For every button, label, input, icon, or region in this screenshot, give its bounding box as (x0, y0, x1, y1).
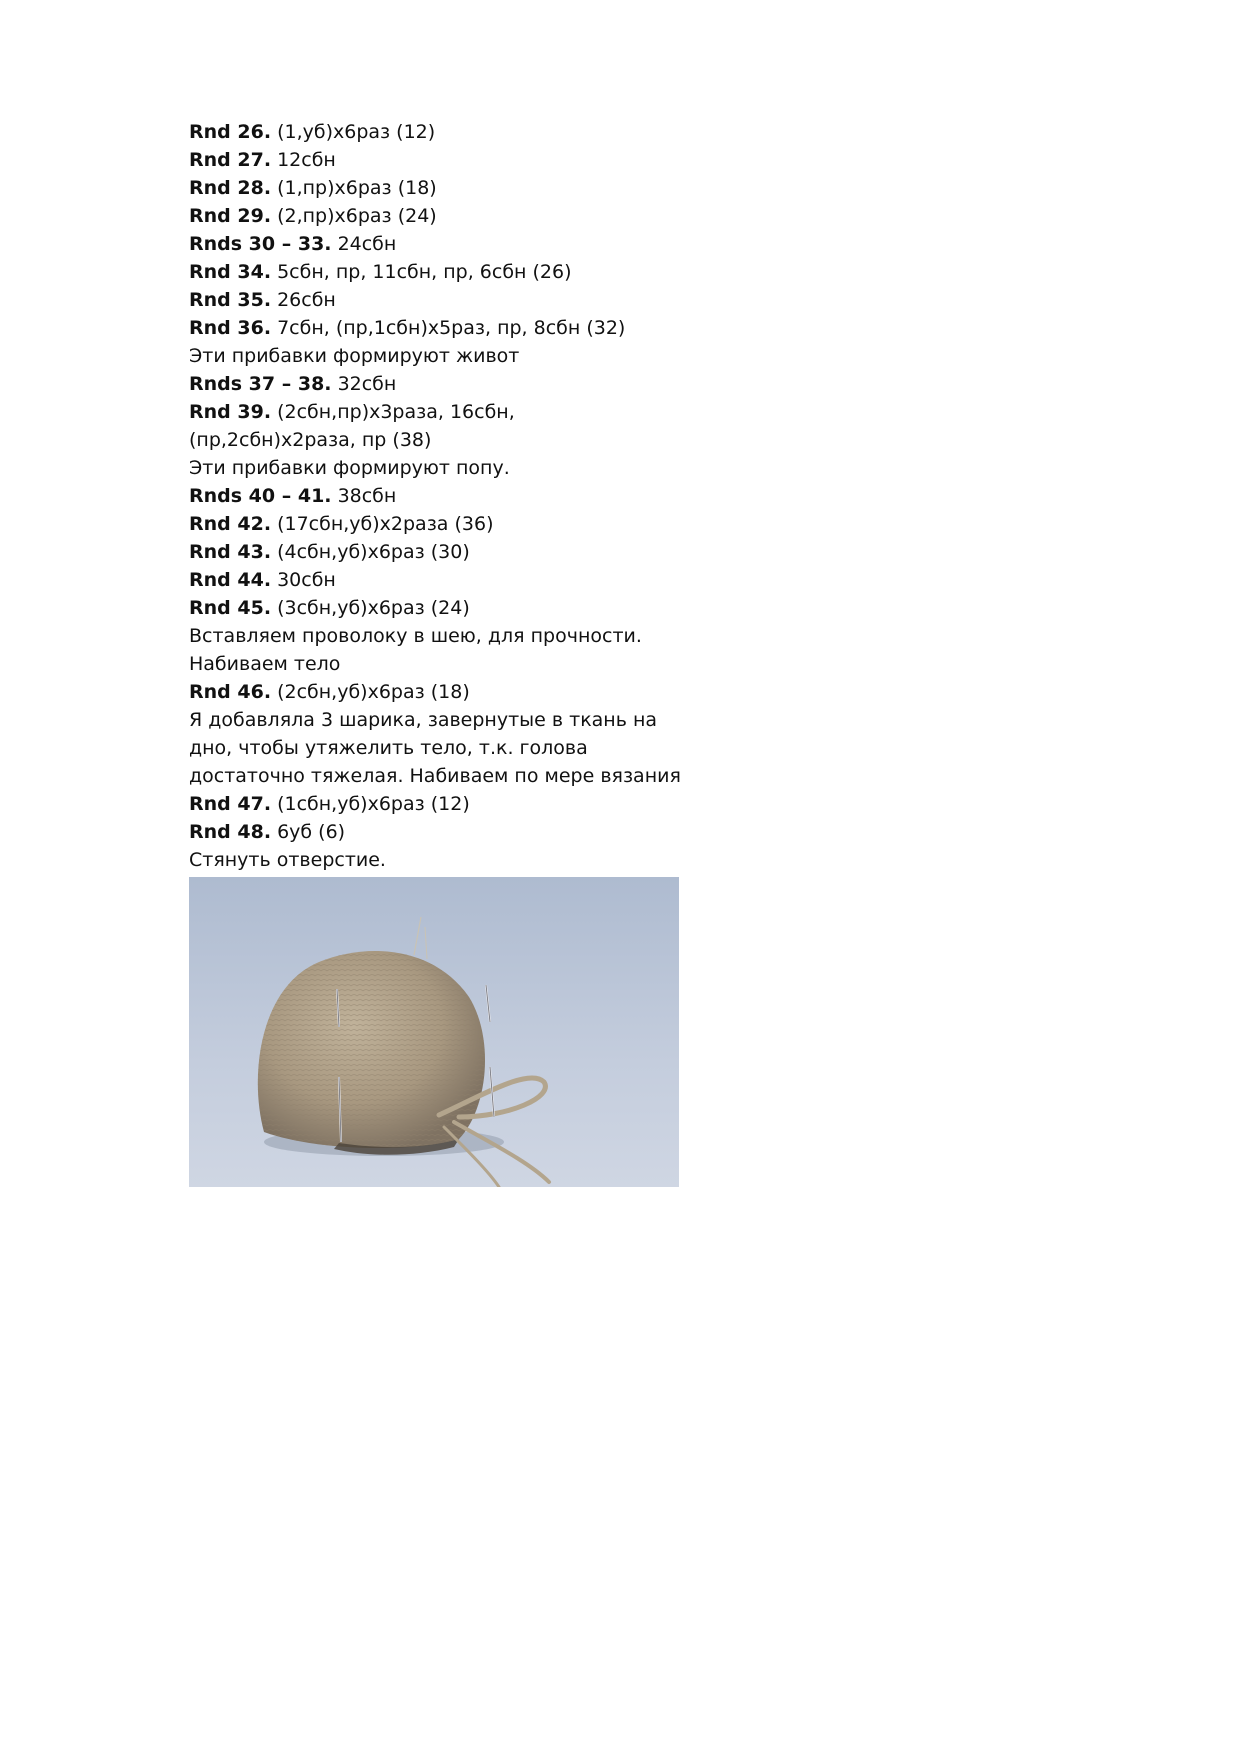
round-instructions: дно, чтобы утяжелить тело, т.к. голова (189, 737, 588, 759)
round-instructions: Вставляем проволоку в шею, для прочности. (189, 625, 642, 647)
round-instructions: 24сбн (337, 233, 397, 255)
pattern-row (189, 286, 709, 314)
round-instructions: 5сбн, пр, 11сбн, пр, 6сбн (26) (277, 261, 572, 283)
round-instructions: (1сбн,уб)х6раз (12) (277, 793, 470, 815)
round-instructions: (2сбн,пр)х3раза, 16сбн, (пр,2сбн)х2раза, пр (38) (189, 401, 515, 451)
round-instructions: 6уб (6) (277, 821, 346, 843)
round-label: Rnd 36. (189, 317, 272, 339)
pattern-row (189, 314, 709, 342)
round-instructions: Эти прибавки формируют попу. (189, 457, 510, 479)
pattern-row (189, 146, 709, 174)
round-instructions: 32сбн (337, 373, 397, 395)
round-label: Rnd 46. (189, 681, 272, 703)
pattern-row (189, 454, 709, 482)
pattern-row (189, 622, 709, 650)
round-label: Rnd 34. (189, 261, 272, 283)
round-label: Rnd 39. (189, 401, 272, 423)
pattern-row (189, 734, 709, 762)
round-instructions: (1,пр)х6раз (18) (277, 177, 437, 199)
pattern-row (189, 706, 709, 734)
crochet-photo-illustration (189, 877, 679, 1187)
round-instructions: (2сбн,уб)х6раз (18) (277, 681, 470, 703)
pattern-row (189, 678, 709, 706)
round-instructions: достаточно тяжелая. Набиваем по мере вязания (189, 765, 681, 787)
round-label: Rnd 35. (189, 289, 272, 311)
pattern-row (189, 566, 709, 594)
round-label: Rnds 30 – 33. (189, 233, 332, 255)
round-label: Rnds 37 – 38. (189, 373, 332, 395)
pattern-row (189, 202, 709, 230)
round-instructions: 26сбн (277, 289, 336, 311)
round-instructions: 30сбн (277, 569, 336, 591)
pattern-row (189, 846, 709, 874)
round-instructions: 38сбн (337, 485, 397, 507)
pattern-row (189, 258, 709, 286)
pattern-row (189, 510, 709, 538)
pattern-row (189, 342, 709, 370)
pattern-row (189, 118, 709, 146)
round-label: Rnds 40 – 41. (189, 485, 332, 507)
round-label: Rnd 48. (189, 821, 272, 843)
pattern-row (189, 482, 709, 510)
round-instructions: 12сбн (277, 149, 336, 171)
round-label: Rnd 43. (189, 541, 272, 563)
pattern-row (189, 790, 709, 818)
pattern-row (189, 650, 709, 678)
round-label: Rnd 42. (189, 513, 272, 535)
pattern-row (189, 370, 709, 398)
crochet-photo (189, 877, 679, 1187)
round-label: Rnd 47. (189, 793, 272, 815)
round-label: Rnd 29. (189, 205, 272, 227)
round-label: Rnd 26. (189, 121, 272, 143)
round-instructions: 7сбн, (пр,1сбн)х5раз, пр, 8сбн (32) (277, 317, 626, 339)
pattern-row (189, 174, 709, 202)
pattern-row (189, 818, 709, 846)
pattern-row (189, 230, 709, 258)
pattern-text (189, 118, 709, 874)
round-label: Rnd 44. (189, 569, 272, 591)
pattern-row (189, 594, 709, 622)
round-instructions: Стянуть отверстие. (189, 849, 386, 871)
round-instructions: (17сбн,уб)х2раза (36) (277, 513, 494, 535)
pattern-row (189, 538, 709, 566)
round-instructions: (1,уб)х6раз (12) (277, 121, 436, 143)
round-instructions: Набиваем тело (189, 653, 341, 675)
round-instructions: (3сбн,уб)х6раз (24) (277, 597, 470, 619)
round-label: Rnd 27. (189, 149, 272, 171)
round-instructions: (4сбн,уб)х6раз (30) (277, 541, 470, 563)
pattern-row (189, 398, 679, 454)
round-instructions: (2,пр)х6раз (24) (277, 205, 437, 227)
round-label: Rnd 45. (189, 597, 272, 619)
round-label: Rnd 28. (189, 177, 272, 199)
round-instructions: Эти прибавки формируют живот (189, 345, 520, 367)
pattern-row (189, 762, 709, 790)
round-instructions: Я добавляла 3 шарика, завернутые в ткань на (189, 709, 658, 731)
